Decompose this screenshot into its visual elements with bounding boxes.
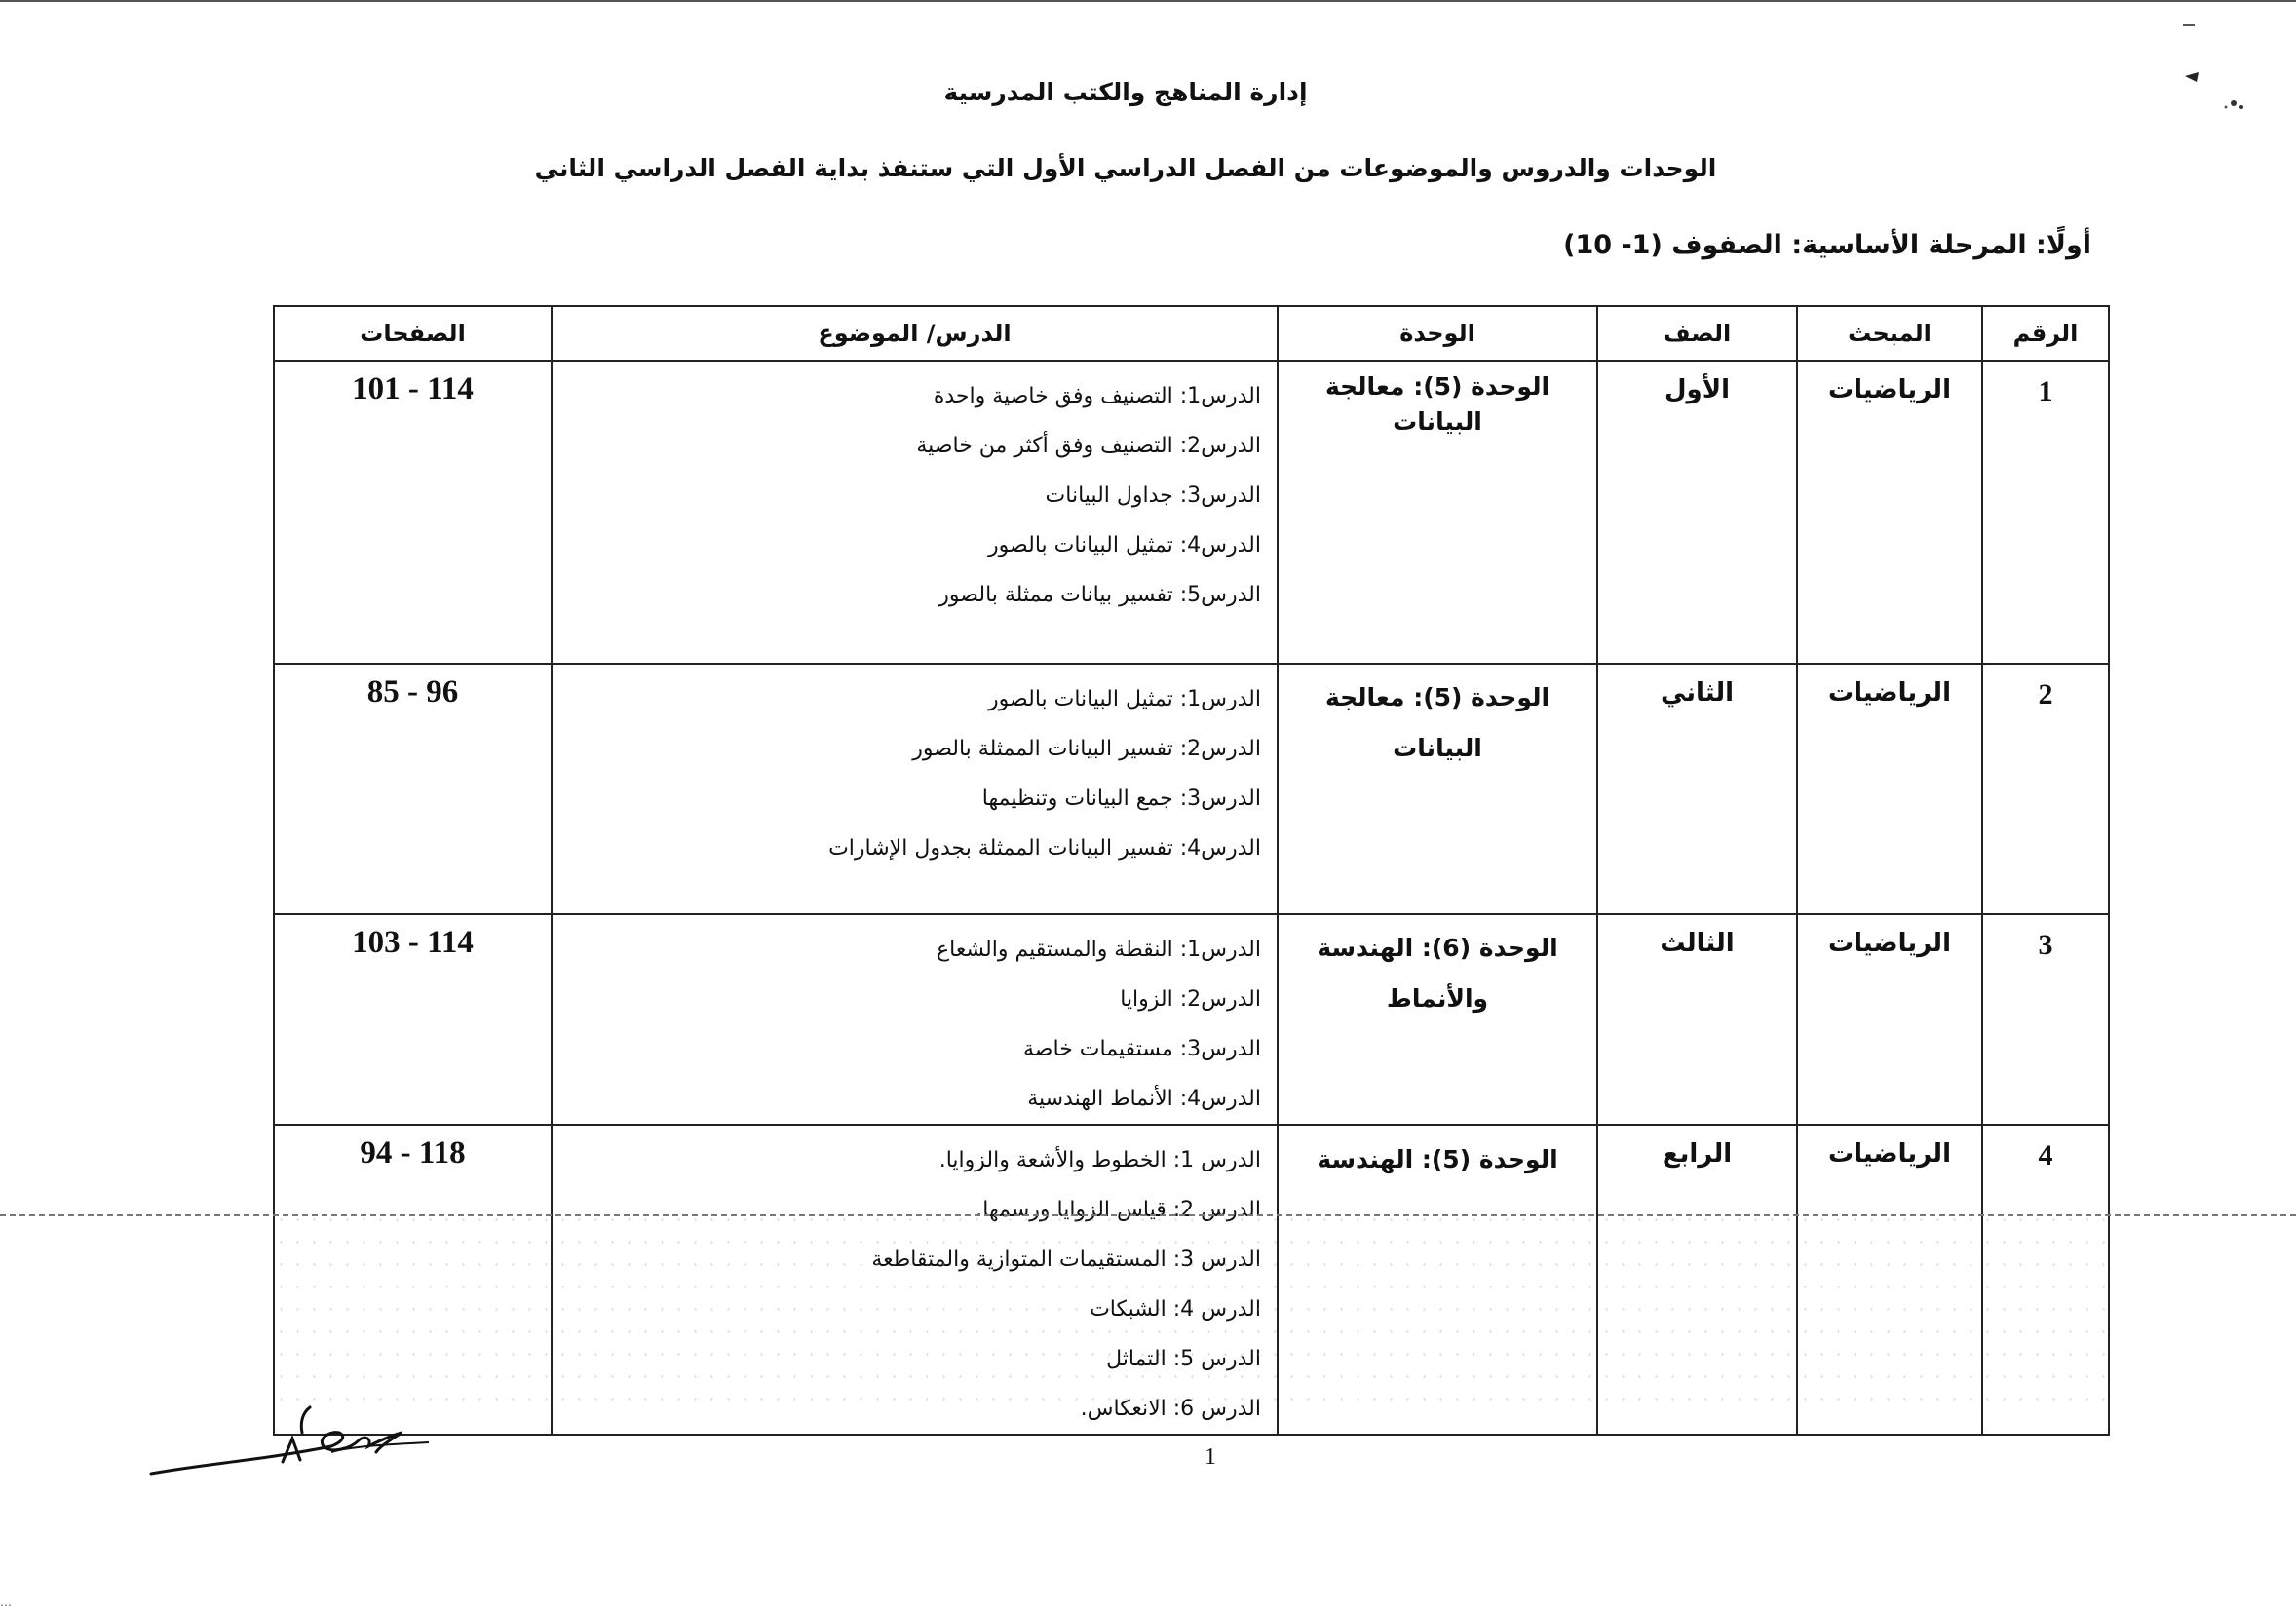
row-number: 1 (1982, 361, 2109, 664)
row-grade: الثالث (1597, 914, 1797, 1125)
row-unit: الوحدة (5): معالجة البيانات (1278, 664, 1597, 914)
lesson-item: الدرس 3: المستقيمات المتوازية والمتقاطعة (871, 1247, 1261, 1272)
row-lessons (552, 1125, 1278, 1435)
row-lessons (552, 664, 1278, 914)
row-grade: الرابع (1597, 1125, 1797, 1435)
row-subject: الرياضيات (1797, 664, 1982, 914)
curriculum-table (273, 305, 2110, 1436)
row-pages (274, 361, 552, 664)
column-header-unit: الوحدة (1278, 306, 1597, 361)
row-subject: الرياضيات (1797, 361, 1982, 664)
department-title: إدارة المناهج والكتب المدرسية (943, 78, 1308, 106)
table-row (274, 914, 2109, 1125)
pages-range: 103 - 114 (352, 925, 474, 960)
row-grade: الثاني (1597, 664, 1797, 914)
table-row (274, 361, 2109, 664)
row-grade: الأول (1597, 361, 1797, 664)
lesson-item: الدرس 2: قياس الزوايا ورسمها. (976, 1198, 1261, 1222)
row-lessons (552, 914, 1278, 1125)
lesson-item: الدرس5: تفسير بيانات ممثلة بالصور (938, 583, 1261, 607)
table-header-row (274, 306, 2109, 361)
column-header-number: الرقم (1982, 306, 2109, 361)
lesson-item: الدرس2: تفسير البيانات الممثلة بالصور (912, 737, 1261, 761)
lesson-item: الدرس 4: الشبكات (1090, 1297, 1261, 1322)
lesson-item: الدرس 1: الخطوط والأشعة والزوايا. (938, 1148, 1261, 1172)
lesson-item: الدرس4: تمثيل البيانات بالصور (988, 533, 1261, 557)
row-unit: الوحدة (5): الهندسة (1278, 1125, 1597, 1435)
row-subject: الرياضيات (1797, 1125, 1982, 1435)
column-header-pages: الصفحات (274, 306, 552, 361)
lesson-item: الدرس1: تمثيل البيانات بالصور (988, 687, 1261, 711)
row-pages (274, 914, 552, 1125)
row-pages (274, 664, 552, 914)
row-number: 3 (1982, 914, 2109, 1125)
pages-range: 94 - 118 (360, 1135, 466, 1171)
lesson-item: الدرس 5: التماثل (1106, 1347, 1261, 1371)
column-header-subject: المبحث (1797, 306, 1982, 361)
row-pages (274, 1125, 552, 1435)
row-number: 4 (1982, 1125, 2109, 1435)
column-header-lesson: الدرس/ الموضوع (552, 306, 1278, 361)
pages-range: 85 - 96 (366, 674, 459, 710)
lesson-item: الدرس3: جداول البيانات (1045, 483, 1261, 508)
table-row (274, 1125, 2109, 1435)
lesson-item: الدرس3: مستقيمات خاصة (1023, 1037, 1261, 1061)
pages-range: 101 - 114 (352, 371, 474, 406)
scan-top-edge (0, 0, 2296, 2)
row-lessons (552, 361, 1278, 664)
lesson-item: الدرس3: جمع البيانات وتنظيمها (981, 787, 1261, 811)
document-subtitle: الوحدات والدروس والموضوعات من الفصل الدراسي الأول التي ستنفذ بداية الفصل الدراسي الثاني (534, 154, 1717, 182)
row-number: 2 (1982, 664, 2109, 914)
lesson-item: الدرس2: الزوايا (1120, 987, 1261, 1012)
lesson-item: الدرس2: التصنيف وفق أكثر من خاصية (916, 434, 1261, 458)
lesson-item: الدرس1: النقطة والمستقيم والشعاع (936, 938, 1261, 962)
lesson-item: الدرس4: تفسير البيانات الممثلة بجدول الإشارات (828, 836, 1261, 861)
stage-heading: أولًا: المرحلة الأساسية: الصفوف (1- 10) (1563, 230, 2091, 260)
signature-mark (146, 1403, 439, 1481)
lesson-item: الدرس1: التصنيف وفق خاصية واحدة (933, 384, 1261, 408)
scan-artifact-marks (2165, 18, 2263, 125)
row-unit: الوحدة (6): الهندسة والأنماط (1278, 914, 1597, 1125)
table-row (274, 664, 2109, 914)
page-number: 1 (1205, 1444, 1216, 1470)
lesson-item: الدرس4: الأنماط الهندسية (1027, 1087, 1261, 1111)
lesson-item: الدرس 6: الانعكاس. (1080, 1397, 1261, 1421)
row-unit: الوحدة (5): معالجة البيانات (1278, 361, 1597, 664)
row-subject: الرياضيات (1797, 914, 1982, 1125)
scan-bottom-marks: ⋯ (0, 1598, 12, 1612)
column-header-grade: الصف (1597, 306, 1797, 361)
